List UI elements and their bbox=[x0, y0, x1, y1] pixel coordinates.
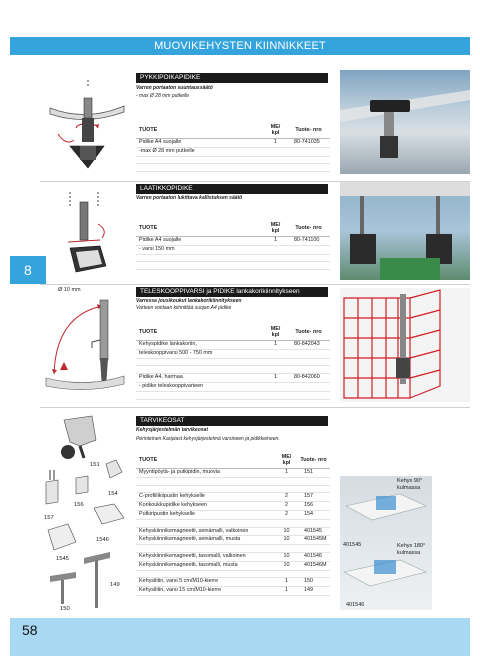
row-unit bbox=[264, 245, 286, 254]
product-table bbox=[136, 452, 330, 596]
table-row bbox=[136, 477, 330, 485]
col-product: TUOTE bbox=[136, 122, 264, 139]
row-desc: Kehyskiinnikemagneetti, seinämalli, valkoinen bbox=[136, 527, 276, 536]
section-divider bbox=[40, 284, 470, 285]
row-desc: Pidike A4, harmaa bbox=[136, 374, 264, 383]
col-unit: ME/ kpl bbox=[276, 452, 296, 469]
section-subtitle: Varressa jousikoukut lankakorikiinnitykseen bbox=[136, 298, 242, 304]
table-row bbox=[136, 561, 330, 570]
section-note: Perinteinen Karipiast kehysjärjestelmä varsineen ja pidikkeineen. bbox=[136, 436, 280, 442]
row-code: 80-741100 bbox=[286, 237, 330, 246]
row-unit: 10 bbox=[276, 561, 296, 570]
product-table bbox=[136, 122, 330, 172]
row-code: 157 bbox=[296, 493, 330, 502]
col-code: Tuote- nro bbox=[286, 220, 330, 237]
row-desc: Kehyspidike lankakoriin, bbox=[136, 341, 264, 350]
table-row bbox=[136, 341, 330, 350]
row-desc: Pidike A4 suojalle bbox=[136, 139, 264, 148]
col-code: Tuote- nro bbox=[296, 452, 330, 469]
table-row bbox=[136, 493, 330, 502]
page-number: 58 bbox=[22, 622, 38, 638]
row-code bbox=[286, 245, 330, 254]
table-row bbox=[136, 349, 330, 358]
row-desc: Korikoukkupidike kehykseen bbox=[136, 502, 276, 511]
part-label: 151 bbox=[90, 462, 100, 468]
row-desc: Kehyskiinnikemagneetti, tasomalli, musta bbox=[136, 561, 276, 570]
product-photo bbox=[340, 70, 470, 174]
row-code: 401545 bbox=[296, 527, 330, 536]
dimension-label: Ø 10 mm bbox=[58, 287, 81, 293]
table-row bbox=[136, 545, 330, 553]
box-holder-photo bbox=[340, 182, 470, 280]
section-subtitle: Varren portaaton suuntaussäätö bbox=[136, 85, 213, 91]
product-table bbox=[136, 220, 330, 270]
table-row bbox=[136, 485, 330, 493]
chapter-tab: 8 bbox=[10, 256, 46, 284]
row-desc: Kehysliitin, varsi 15 cm/M10-kierre bbox=[136, 587, 276, 596]
table-row bbox=[136, 519, 330, 527]
row-code: 80-741035 bbox=[286, 139, 330, 148]
table-row bbox=[136, 570, 330, 578]
row-desc: Pidike A4 suojalle bbox=[136, 237, 264, 246]
section-title: PYKKIPOIKAPIDIKE bbox=[136, 73, 328, 83]
row-code: 401545M bbox=[296, 536, 330, 545]
row-desc: Kehysliitin, varsi 5 cm/M10-kierre bbox=[136, 578, 276, 587]
row-code: 154 bbox=[296, 510, 330, 519]
table-row bbox=[136, 374, 330, 383]
table-row bbox=[136, 469, 330, 478]
row-code: 149 bbox=[296, 587, 330, 596]
row-unit: 1 bbox=[264, 139, 286, 148]
product-photo bbox=[340, 288, 470, 402]
photo-caption: 401545 bbox=[343, 542, 362, 548]
table-row bbox=[136, 245, 330, 254]
part-label: 150 bbox=[60, 606, 70, 612]
table-row bbox=[136, 366, 330, 374]
photo-caption: Kehys 180° kulmassa bbox=[397, 543, 426, 556]
row-code bbox=[286, 382, 330, 391]
section-note: - max Ø 28 mm putkelle bbox=[136, 93, 190, 99]
row-desc: C-profiilikiipustin kehykselle bbox=[136, 493, 276, 502]
table-row bbox=[136, 147, 330, 156]
row-code: 80-842043 bbox=[286, 341, 330, 350]
table-row bbox=[136, 391, 330, 399]
row-desc: Putkiripustin kehykselle bbox=[136, 510, 276, 519]
part-label: 154 bbox=[108, 491, 118, 497]
row-unit bbox=[264, 147, 286, 156]
box-holder-illustration bbox=[40, 188, 132, 280]
part-label: 1546 bbox=[96, 537, 109, 543]
row-unit: 10 bbox=[276, 536, 296, 545]
table-row bbox=[136, 254, 330, 262]
col-product: TUOTE bbox=[136, 452, 276, 469]
table-row bbox=[136, 358, 330, 366]
table-row bbox=[136, 156, 330, 164]
col-product: TUOTE bbox=[136, 324, 264, 341]
part-label: 156 bbox=[74, 502, 84, 508]
table-row bbox=[136, 502, 330, 511]
part-label: 157 bbox=[44, 515, 54, 521]
row-desc: Kehyskiinnikemagneetti, tasomalli, valkoinen bbox=[136, 552, 276, 561]
row-desc: -max Ø 28 mm putkelle bbox=[136, 147, 264, 156]
row-unit: 10 bbox=[276, 527, 296, 536]
row-unit bbox=[264, 349, 286, 358]
row-code: 150 bbox=[296, 578, 330, 587]
photo-caption: 401546 bbox=[346, 602, 365, 608]
table-row bbox=[136, 237, 330, 246]
row-desc: Kehyskiinnikemagneetti, seinämalli, musta bbox=[136, 536, 276, 545]
part-label: 1545 bbox=[56, 556, 69, 562]
table-row bbox=[136, 510, 330, 519]
pole-holder-illustration bbox=[40, 76, 132, 176]
row-code: 151 bbox=[296, 469, 330, 478]
row-unit: 10 bbox=[276, 552, 296, 561]
table-row bbox=[136, 262, 330, 270]
product-photo bbox=[340, 182, 470, 280]
product-table bbox=[136, 324, 330, 400]
row-unit: 1 bbox=[264, 341, 286, 350]
col-unit: ME/ kpl bbox=[264, 324, 286, 341]
row-unit: 1 bbox=[264, 237, 286, 246]
accessory-parts-illustration bbox=[40, 412, 134, 616]
col-unit: ME/ kpl bbox=[264, 122, 286, 139]
col-product: TUOTE bbox=[136, 220, 264, 237]
row-code: 401546M bbox=[296, 561, 330, 570]
section-title: TELESKOOPPIVARSI ja PIDIKE lankakorikiinnitykseen bbox=[136, 287, 328, 297]
photo-caption: Kehys 90° kulmassa bbox=[397, 478, 423, 491]
row-code: 401546 bbox=[296, 552, 330, 561]
row-desc: - varsi 150 mm bbox=[136, 245, 264, 254]
row-unit: 2 bbox=[276, 502, 296, 511]
col-code: Tuote- nro bbox=[286, 122, 330, 139]
table-row bbox=[136, 139, 330, 148]
col-unit: ME/ kpl bbox=[264, 220, 286, 237]
row-code bbox=[286, 349, 330, 358]
row-unit: 2 bbox=[276, 510, 296, 519]
section-subtitle: Kehysjärjestelmän tarvikeosat bbox=[136, 427, 208, 433]
row-unit bbox=[264, 382, 286, 391]
row-unit: 1 bbox=[276, 469, 296, 478]
table-row bbox=[136, 578, 330, 587]
row-code bbox=[286, 147, 330, 156]
row-desc: Myyntipöytä- ja putkipidin, muovia bbox=[136, 469, 276, 478]
col-code: Tuote- nro bbox=[286, 324, 330, 341]
part-label: 149 bbox=[110, 582, 120, 588]
table-row bbox=[136, 536, 330, 545]
row-code: 80-842060 bbox=[286, 374, 330, 383]
table-row bbox=[136, 164, 330, 172]
table-row bbox=[136, 587, 330, 596]
section-title: LAATIKKOPIDIKE bbox=[136, 184, 328, 194]
wire-basket-photo bbox=[340, 288, 470, 402]
table-row bbox=[136, 527, 330, 536]
section-divider bbox=[40, 407, 470, 408]
section-note: Varteen voidaan kiinnittää suojan A4 pidike bbox=[136, 305, 232, 311]
telescopic-arm-illustration bbox=[40, 292, 132, 404]
row-code: 156 bbox=[296, 502, 330, 511]
section-title: TARVIKEOSAT bbox=[136, 416, 328, 426]
row-unit: 1 bbox=[276, 587, 296, 596]
table-row bbox=[136, 552, 330, 561]
row-desc: teleskooppivarsi 500 - 750 mm bbox=[136, 349, 264, 358]
row-unit: 2 bbox=[276, 493, 296, 502]
row-desc: - pidike teleskooppivarteen bbox=[136, 382, 264, 391]
page-header: MUOVIKEHYSTEN KIINNIKKEET bbox=[10, 37, 470, 55]
section-subtitle: Varren portaaton lukittava kallistuksen säätö bbox=[136, 195, 243, 201]
page-footer bbox=[10, 618, 470, 656]
row-unit: 1 bbox=[264, 374, 286, 383]
pole-holder-photo bbox=[340, 70, 470, 174]
row-unit: 1 bbox=[276, 578, 296, 587]
table-row bbox=[136, 382, 330, 391]
